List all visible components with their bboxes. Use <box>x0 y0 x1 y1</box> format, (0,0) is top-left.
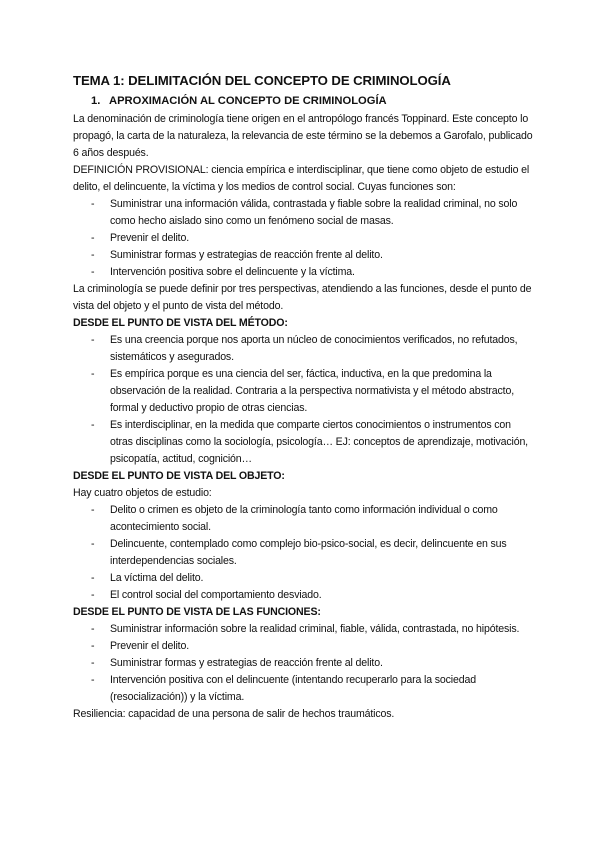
list-item: - La víctima del delito. <box>73 570 535 587</box>
dash-marker: - <box>91 589 95 601</box>
list-item: - El control social del comportamiento desviado. <box>73 587 535 604</box>
dash-marker: - <box>91 640 95 652</box>
method-heading: DESDE EL PUNTO DE VISTA DEL MÉTODO: <box>73 317 288 329</box>
document-page <box>73 72 535 723</box>
object-intro: Hay cuatro objetos de estudio: <box>73 487 212 499</box>
dash-marker: - <box>91 198 95 210</box>
functions-heading: DESDE EL PUNTO DE VISTA DE LAS FUNCIONES: <box>73 606 321 618</box>
method-list <box>73 332 535 468</box>
dash-marker: - <box>91 266 95 278</box>
dash-marker: - <box>91 334 95 346</box>
perspectives-paragraph: La criminología se puede definir por tres perspectivas, atendiendo a las funciones, desde el punto de vista del objeto y el punto de vista del método. <box>73 283 532 312</box>
list-item: - Intervención positiva con el delincuente (intentando recuperarlo para la sociedad (resocialización)) y la víctima. <box>91 674 476 703</box>
dash-marker: - <box>91 538 95 550</box>
section-number: 1. <box>91 95 101 107</box>
dash-marker: - <box>91 623 95 635</box>
dash-marker: - <box>91 674 95 686</box>
functions-view-list <box>73 621 535 706</box>
dash-marker: - <box>91 368 95 380</box>
list-item: - Suministrar información sobre la realidad criminal, fiable, válida, contrastada, no hipótesis. <box>73 621 535 638</box>
definition-paragraph: DEFINICIÓN PROVISIONAL: ciencia empírica e interdisciplinar, que tiene como objeto de estudio el delito, el delincuente, la víctima y los medios de control social. Cuyas funciones son: <box>73 164 530 193</box>
list-item: - Intervención positiva sobre el delincuente y la víctima. <box>73 264 535 281</box>
dash-marker: - <box>91 232 95 244</box>
dash-marker: - <box>91 657 95 669</box>
list-item: - Es una creencia porque nos aporta un núcleo de conocimientos verificados, no refutados, sistemáticos y asegurados. <box>91 334 518 363</box>
page-title: TEMA 1: DELIMITACIÓN DEL CONCEPTO DE CRIMINOLOGÍA <box>73 73 451 88</box>
object-heading: DESDE EL PUNTO DE VISTA DEL OBJETO: <box>73 470 285 482</box>
dash-marker: - <box>91 249 95 261</box>
list-item: - Suministrar una información válida, contrastada y fiable sobre la realidad criminal, no solo como hecho aislado sino como un fenómeno social de masas. <box>91 198 518 227</box>
section-heading <box>73 94 535 109</box>
dash-marker: - <box>91 572 95 584</box>
functions-list <box>73 196 535 281</box>
dash-marker: - <box>91 504 95 516</box>
list-item: - Suministrar formas y estrategias de reacción frente al delito. <box>73 655 535 672</box>
section-label: APROXIMACIÓN AL CONCEPTO DE CRIMINOLOGÍA <box>109 95 387 107</box>
list-item: - Es interdisciplinar, en la medida que comparte ciertos conocimientos o instrumentos con otras disciplinas como la sociología, psicología… EJ: conceptos de aprendizaje, motivación, psicopatía, actitud, cognición… <box>91 419 528 465</box>
list-item: - Suministrar formas y estrategias de reacción frente al delito. <box>73 247 535 264</box>
list-item: - Delincuente, contemplado como complejo bio-psico-social, es decir, delincuente en sus interdependencias sociales. <box>91 538 507 567</box>
dash-marker: - <box>91 419 95 431</box>
resilience-paragraph: Resiliencia: capacidad de una persona de salir de hechos traumáticos. <box>73 708 395 720</box>
list-item: - Delito o crimen es objeto de la criminología tanto como información individual o como acontecimiento social. <box>91 504 498 533</box>
object-list <box>73 502 535 604</box>
list-item: - Prevenir el delito. <box>73 638 535 655</box>
list-item: - Prevenir el delito. <box>73 230 535 247</box>
list-item: - Es empírica porque es una ciencia del ser, fáctica, inductiva, en la que predomina la observación de la realidad. Contraria a la perspectiva normativista y el método abstracto, formal y deductivo propio de otras ciencias. <box>91 368 514 414</box>
intro-paragraph: La denominación de criminología tiene origen en el antropólogo francés Toppinard. Este concepto lo propagó, la carta de la naturaleza, la relevancia de este término se la debemos a Garofalo, publicado 6 años después. <box>73 113 533 159</box>
